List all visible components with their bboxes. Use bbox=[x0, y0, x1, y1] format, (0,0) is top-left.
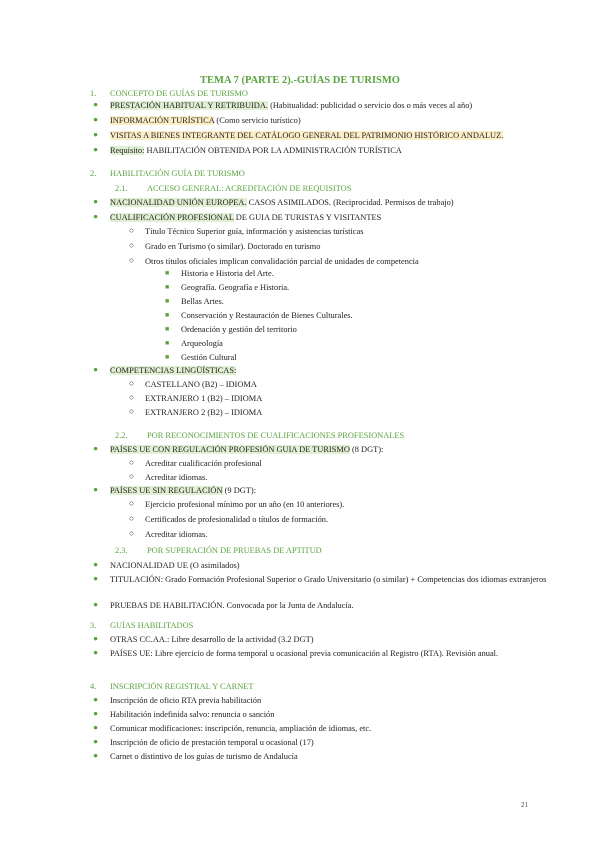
list-item: OTRAS CC.AA.: Libre desarrollo de la actividad (3.2 DGT) bbox=[110, 635, 314, 644]
list-item: PRUEBAS DE HABILITACIÓN. Convocada por la Junta de Andalucía. bbox=[110, 601, 354, 610]
bullet-icon: ● bbox=[93, 115, 99, 124]
list-item: Certificados de profesionalidad o títulos de formación. bbox=[145, 515, 329, 524]
list-item: Historia e Historia del Arte. bbox=[181, 269, 274, 278]
bullet-icon: ● bbox=[93, 634, 99, 643]
list-item: Acreditar cualificación profesional bbox=[145, 459, 262, 468]
list-item: INFORMACIÓN TURÍSTICA (Como servicio turístico) bbox=[110, 116, 301, 125]
list-item: Carnet o distintivo de los guías de turismo de Andalucía bbox=[110, 752, 298, 761]
section-3-number: 3. bbox=[90, 621, 97, 630]
list-item: Grado en Turismo (o similar). Doctorado en turismo bbox=[145, 242, 321, 251]
bullet-icon: ● bbox=[93, 444, 99, 453]
section-2-number: 2. bbox=[90, 169, 97, 178]
list-item: Habilitación indefinida salvo: renuncia o sanción bbox=[110, 710, 275, 719]
circle-bullet-icon: ○ bbox=[129, 256, 135, 265]
list-item: Ejercicio profesional mínimo por un año (en 10 anteriores). bbox=[145, 500, 345, 509]
list-item: PAÍSES UE SIN REGULACIÓN (9 DGT): bbox=[110, 486, 257, 495]
circle-bullet-icon: ○ bbox=[129, 514, 135, 523]
square-bullet-icon: ■ bbox=[165, 353, 170, 361]
page-title: TEMA 7 (PARTE 2).-GUÍAS DE TURISMO bbox=[200, 75, 400, 86]
list-item: CUALIFICACIÓN PROFESIONAL DE GUIA DE TURISTAS Y VISITANTES bbox=[110, 213, 382, 222]
list-item: PAÍSES UE: Libre ejercicio de forma temporal u ocasional previa comunicación al Registro (RTA). Revisión anual. bbox=[110, 649, 499, 658]
list-item: TITULACIÓN: Grado Formación Profesional Superior o Grado Universitario (o similar) + Competencias dos idiomas extranjeros bbox=[110, 575, 547, 584]
list-item: CASTELLANO (B2) – IDIOMA bbox=[145, 380, 257, 389]
section-2-heading: HABILITACIÓN GUÍA DE TURISMO bbox=[110, 169, 245, 178]
circle-bullet-icon: ○ bbox=[129, 393, 135, 402]
list-item: Inscripción de oficio de prestación temporal u ocasional (17) bbox=[110, 738, 314, 747]
list-item: Otros títulos oficiales implican convalidación parcial de unidades de competencia bbox=[145, 257, 419, 266]
list-item: Arqueología bbox=[181, 339, 223, 348]
bullet-icon: ● bbox=[93, 365, 99, 374]
square-bullet-icon: ■ bbox=[165, 339, 170, 347]
circle-bullet-icon: ○ bbox=[129, 241, 135, 250]
bullet-icon: ● bbox=[93, 197, 99, 206]
bullet-icon: ● bbox=[93, 751, 99, 760]
square-bullet-icon: ■ bbox=[165, 311, 170, 319]
bullet-icon: ● bbox=[93, 709, 99, 718]
square-bullet-icon: ■ bbox=[165, 297, 170, 305]
bullet-icon: ● bbox=[93, 723, 99, 732]
subsection-2-2-heading: POR RECONOCIMIENTOS DE CUALIFICACIONES PROFESIONALES bbox=[147, 431, 405, 440]
list-item: VISITAS A BIENES INTEGRANTE DEL CATÁLOGO GENERAL DEL PATRIMONIO HISTÓRICO ANDALUZ. bbox=[110, 131, 504, 140]
list-item: NACIONALIDAD UE (O asimilados) bbox=[110, 561, 240, 570]
subsection-2-1-heading: ACCESO GENERAL: ACREDITACIÓN DE REQUISITOS bbox=[147, 184, 352, 193]
square-bullet-icon: ■ bbox=[165, 283, 170, 291]
list-item: Comunicar modificaciones: inscripción, renuncia, ampliación de idiomas, etc. bbox=[110, 724, 372, 733]
bullet-icon: ● bbox=[93, 485, 99, 494]
list-item: Geografía. Geografía e Historia. bbox=[181, 283, 290, 292]
circle-bullet-icon: ○ bbox=[129, 407, 135, 416]
list-item: Requisito: HABILITACIÓN OBTENIDA POR LA ADMINISTRACIÓN TURÍSTICA bbox=[110, 146, 402, 155]
section-3-heading: GUÍAS HABILITADOS bbox=[110, 621, 194, 630]
subsection-2-3-number: 2.3. bbox=[115, 546, 128, 555]
circle-bullet-icon: ○ bbox=[129, 499, 135, 508]
subsection-2-1-number: 2.1. bbox=[115, 184, 128, 193]
list-item: Acreditar idiomas. bbox=[145, 530, 208, 539]
list-item: Título Técnico Superior guía, información y asistencias turísticas bbox=[145, 227, 364, 236]
list-item: NACIONALIDAD UNIÓN EUROPEA. CASOS ASIMILADOS. (Reciprocidad. Permisos de trabajo) bbox=[110, 198, 454, 207]
circle-bullet-icon: ○ bbox=[129, 529, 135, 538]
bullet-icon: ● bbox=[93, 100, 99, 109]
list-item: EXTRANJERO 2 (B2) – IDIOMA bbox=[145, 408, 263, 417]
list-item: Ordenación y gestión del territorio bbox=[181, 325, 297, 334]
list-item: COMPETENCIAS LINGÜÍSTICAS: bbox=[110, 366, 237, 375]
section-1-number: 1. bbox=[90, 89, 97, 98]
list-item: Bellas Artes. bbox=[181, 297, 224, 306]
page-number: 21 bbox=[521, 801, 528, 809]
square-bullet-icon: ■ bbox=[165, 325, 170, 333]
bullet-icon: ● bbox=[93, 574, 99, 583]
section-1-heading: CONCEPTO DE GUÍAS DE TURISMO bbox=[110, 89, 248, 98]
list-item: PRESTACIÓN HABITUAL Y RETRIBUIDA. (Habitualidad: publicidad o servicio dos o más veces al año) bbox=[110, 101, 473, 110]
bullet-icon: ● bbox=[93, 695, 99, 704]
bullet-icon: ● bbox=[93, 737, 99, 746]
list-item: EXTRANJERO 1 (B2) – IDIOMA bbox=[145, 394, 263, 403]
circle-bullet-icon: ○ bbox=[129, 226, 135, 235]
circle-bullet-icon: ○ bbox=[129, 472, 135, 481]
bullet-icon: ● bbox=[93, 212, 99, 221]
list-item: Acreditar idiomas. bbox=[145, 473, 208, 482]
section-4-number: 4. bbox=[90, 682, 97, 691]
list-item: Conservación y Restauración de Bienes Culturales. bbox=[181, 311, 353, 320]
subsection-2-3-heading: POR SUPERACIÓN DE PRUEBAS DE APTITUD bbox=[147, 546, 322, 555]
bullet-icon: ● bbox=[93, 130, 99, 139]
bullet-icon: ● bbox=[93, 600, 99, 609]
list-item: Inscripción de oficio RTA previa habilitación bbox=[110, 696, 262, 705]
list-item: PAÍSES UE CON REGULACIÓN PROFESIÓN GUIA DE TURISMO (8 DGT): bbox=[110, 445, 384, 454]
bullet-icon: ● bbox=[93, 145, 99, 154]
circle-bullet-icon: ○ bbox=[129, 379, 135, 388]
list-item: Gestión Cultural bbox=[181, 353, 237, 362]
bullet-icon: ● bbox=[93, 560, 99, 569]
section-4-heading: INSCRIPCIÓN REGISTRAL Y CARNET bbox=[110, 682, 254, 691]
bullet-icon: ● bbox=[93, 648, 99, 657]
square-bullet-icon: ■ bbox=[165, 269, 170, 277]
circle-bullet-icon: ○ bbox=[129, 458, 135, 467]
subsection-2-2-number: 2.2. bbox=[115, 431, 128, 440]
